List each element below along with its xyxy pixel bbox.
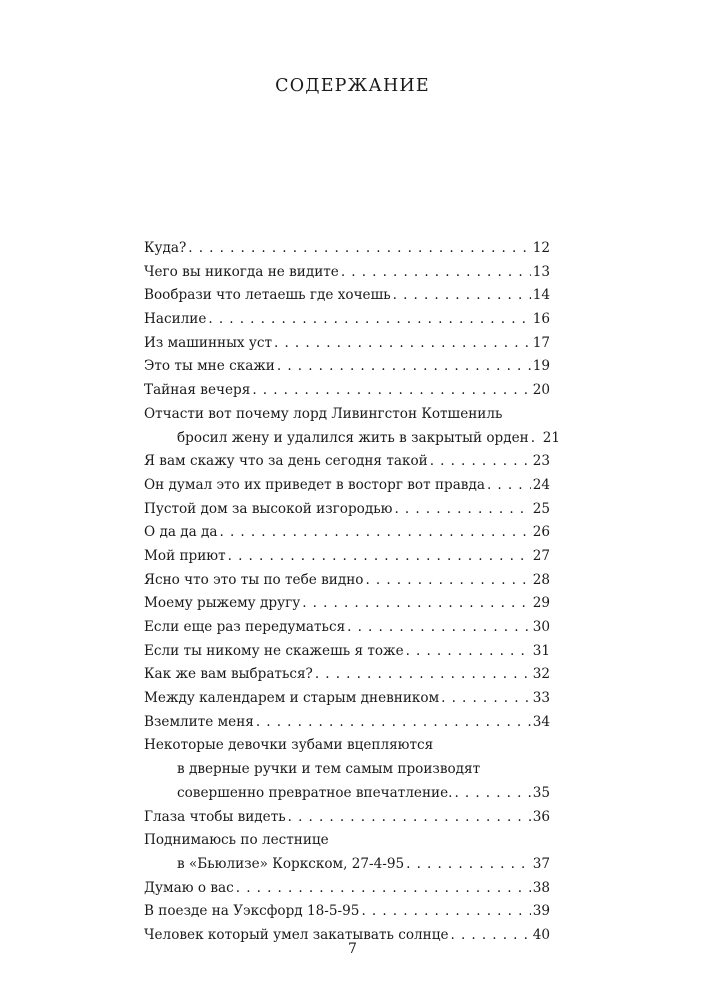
dot-leader (188, 237, 530, 261)
dot-leader (252, 379, 530, 403)
dot-leader (277, 355, 531, 379)
toc-entry (144, 640, 550, 664)
page-title: СОДЕРЖАНИЕ (275, 76, 430, 96)
toc-entry-title: Ясно что это ты по тебе видно (144, 571, 364, 588)
toc-entry (144, 450, 550, 474)
toc-entry-title: Глаза чтобы видеть (144, 808, 286, 825)
toc-page-number: 36 (532, 808, 550, 825)
toc-entry-title: Как же вам выбраться? (144, 666, 313, 683)
toc-page-number: 34 (532, 713, 550, 730)
toc-entry-title: Если ты никому не скажешь я тоже (144, 642, 404, 659)
toc-entry-continuation (144, 782, 550, 806)
toc-entry-title: Думаю о вас (144, 879, 234, 896)
toc-entry-line (144, 640, 550, 664)
dot-leader (365, 569, 530, 593)
toc-page-number: 13 (532, 263, 550, 280)
toc-entry (144, 237, 550, 261)
toc-entry-title: Если еще раз передуматься (144, 619, 346, 635)
toc-entry-title: Пустой дом за высокой изгородью (144, 500, 393, 517)
toc-entry (144, 332, 550, 356)
toc-entry-title: Насилие (144, 311, 207, 328)
toc-entry-line (144, 734, 550, 758)
dot-leader (220, 521, 531, 545)
toc-entry (144, 261, 550, 285)
toc-entry-title: Некоторые девочки зубами вцепляются (144, 737, 434, 754)
dot-leader (441, 687, 531, 711)
dot-leader (302, 592, 530, 616)
toc-entry-title: Чего вы никогда не видите (144, 263, 339, 280)
dot-leader (393, 284, 531, 308)
toc-entry-line (144, 592, 550, 616)
toc-entry (144, 829, 550, 876)
toc-entry-line (144, 711, 550, 735)
toc-entry (144, 806, 550, 830)
toc-page-number: 28 (532, 571, 550, 588)
toc-entry-line (144, 616, 550, 640)
toc-page-number: 14 (532, 287, 550, 304)
toc-page-number: 27 (532, 547, 550, 564)
toc-entry (144, 284, 550, 308)
toc-page-number: 30 (532, 619, 550, 635)
toc-entry-title: О да да да (144, 524, 218, 541)
toc-entry-line (144, 521, 550, 545)
dot-leader (236, 877, 531, 901)
dot-leader (394, 498, 530, 522)
toc-entry-line (144, 379, 550, 403)
toc-entry-title: В поезде на Уэксфорд 18-5-95 (144, 903, 360, 920)
dot-leader (341, 261, 531, 285)
toc-entry (144, 592, 550, 616)
toc-entry-title: Моему рыжему другу (144, 595, 301, 612)
toc-page-number: 32 (532, 666, 550, 683)
dot-leader (228, 545, 531, 569)
toc-entry (144, 308, 550, 332)
toc-entry-line (144, 403, 550, 427)
toc-entry-line (144, 498, 550, 522)
dot-leader (256, 711, 531, 735)
toc-entry-line (144, 829, 550, 853)
toc-entry-line (144, 332, 550, 356)
toc-page-number: 24 (532, 476, 550, 493)
toc-entry (144, 474, 550, 498)
toc-entry (144, 734, 550, 805)
toc-entry-title: Из машинных уст (144, 334, 273, 351)
toc-entry-line (144, 237, 550, 261)
toc-entry-title: Куда? (144, 240, 187, 256)
toc-entry-title: Поднимаюсь по лестнице (144, 832, 329, 849)
toc-page-number: 25 (532, 500, 550, 517)
toc-page-number: 12 (532, 240, 550, 256)
toc-entry-line (144, 284, 550, 308)
toc-entry-continuation (144, 853, 550, 877)
toc-entry-title: в дверные ручки и тем самым производят (177, 761, 481, 778)
toc-entry-line (144, 308, 550, 332)
toc-page-number: 16 (532, 311, 550, 328)
dot-leader (347, 616, 531, 640)
dot-leader (406, 853, 531, 877)
toc-page-number: 35 (532, 784, 550, 801)
toc-entry-title: совершенно превратное впечатление. (177, 784, 453, 801)
toc-page-number: 26 (532, 524, 550, 541)
toc-entry (144, 711, 550, 735)
toc-entry (144, 569, 550, 593)
toc-entry-continuation (144, 427, 561, 451)
dot-leader (531, 427, 541, 451)
toc-entry-continuation (144, 758, 550, 782)
toc-entry (144, 521, 550, 545)
table-of-contents (144, 237, 561, 948)
toc-page-number: 37 (532, 855, 550, 872)
page-number: 7 (348, 941, 357, 957)
toc-page-number: 21 (542, 429, 561, 446)
toc-entry (144, 355, 550, 379)
dot-leader (315, 663, 531, 687)
toc-entry-line (144, 450, 550, 474)
dot-leader (361, 900, 530, 924)
toc-entry (144, 616, 550, 640)
dot-leader (406, 640, 531, 664)
toc-entry-title: Он думал это их приведет в восторг вот правда (144, 476, 485, 493)
toc-entry-line (144, 355, 550, 379)
toc-entry-title: в «Бьюлизе» Коркском, 27-4-95 (177, 855, 405, 872)
toc-entry-title: Человек который умел закатывать солнце (144, 926, 449, 943)
toc-entry-line (144, 569, 550, 593)
toc-entry (144, 403, 561, 450)
dot-leader (288, 806, 531, 830)
toc-page-number: 40 (532, 926, 550, 943)
dot-leader (208, 308, 530, 332)
toc-page-number: 38 (532, 879, 550, 896)
dot-leader (430, 450, 531, 474)
toc-page-number: 19 (532, 358, 550, 375)
toc-page-number: 39 (532, 903, 550, 920)
toc-entry-title: Вообрази что летаешь где хочешь (144, 287, 391, 304)
toc-entry-title: Это ты мне скажи (144, 358, 275, 375)
dot-leader (487, 474, 531, 498)
toc-page-number: 23 (532, 453, 550, 470)
toc-entry (144, 663, 550, 687)
toc-page-number: 17 (532, 334, 550, 351)
toc-entry (144, 900, 550, 924)
toc-page-number: 33 (532, 690, 550, 707)
toc-entry-line (144, 687, 550, 711)
toc-entry-title: Тайная вечеря (144, 382, 251, 399)
toc-entry-line (144, 261, 550, 285)
toc-entry-line (144, 877, 550, 901)
toc-entry-line (144, 545, 550, 569)
toc-entry (144, 877, 550, 901)
toc-page-number: 20 (532, 382, 550, 399)
toc-entry-title: Между календарем и старым дневником (144, 690, 440, 707)
toc-entry-title: Отчасти вот почему лорд Ливингстон Котшениль (144, 405, 503, 422)
toc-entry-title: Вземлите меня (144, 713, 254, 730)
toc-entry-line (144, 900, 550, 924)
toc-entry-title: бросил жену и удалился жить в закрытый орден (177, 429, 529, 446)
toc-entry (144, 687, 550, 711)
toc-page-number: 29 (532, 595, 550, 612)
dot-leader (274, 332, 531, 356)
toc-entry-title: Я вам скажу что за день сегодня такой (144, 453, 428, 470)
toc-entry-line (144, 474, 550, 498)
toc-entry-line (144, 806, 550, 830)
toc-entry (144, 545, 550, 569)
toc-entry-line (144, 663, 550, 687)
dot-leader (454, 782, 530, 806)
toc-page-number: 31 (532, 642, 550, 659)
toc-entry (144, 498, 550, 522)
toc-entry (144, 379, 550, 403)
toc-entry-title: Мой приют (144, 547, 226, 564)
